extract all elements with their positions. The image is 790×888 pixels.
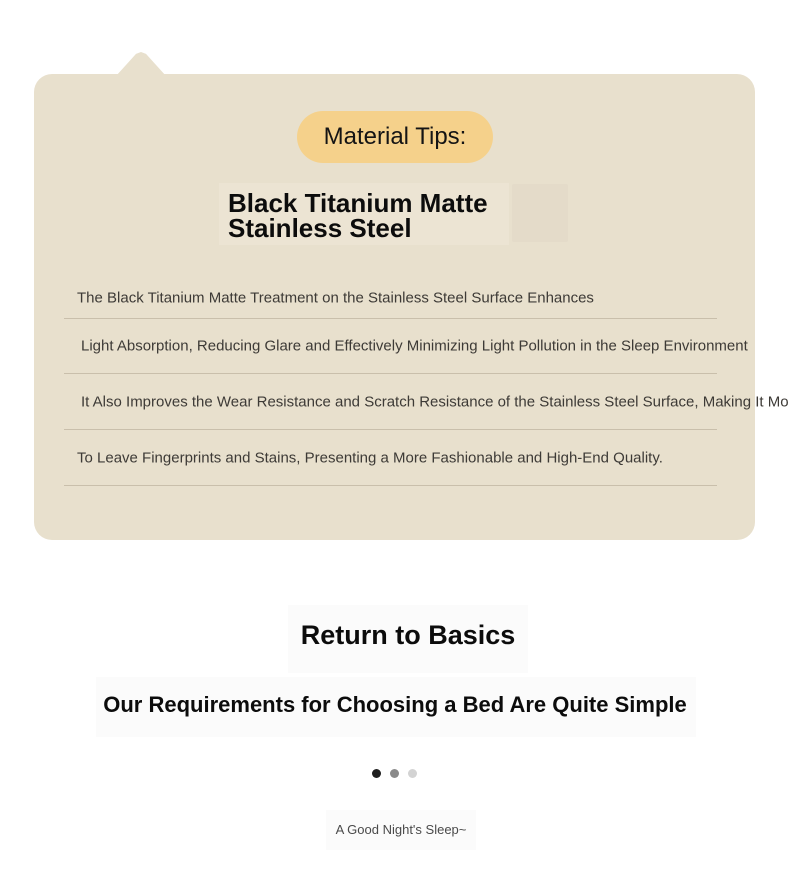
section-title: Return to Basics bbox=[300, 620, 516, 650]
card-pointer-notch bbox=[116, 52, 166, 76]
list-item-text: To Leave Fingerprints and Stains, Presenting a More Fashionable and High-End Quality. bbox=[77, 449, 663, 466]
list-item bbox=[64, 374, 789, 430]
list-item bbox=[64, 430, 717, 486]
material-title-line-2: Stainless Steel bbox=[228, 213, 412, 243]
list-item bbox=[64, 319, 748, 374]
tagline: A Good Night's Sleep~ bbox=[335, 822, 467, 837]
list-item-text: It Also Improves the Wear Resistance and Scratch Resistance of the Stainless Steel Surface, Making It Mo bbox=[81, 393, 789, 410]
carousel-dot-3[interactable] bbox=[408, 769, 417, 778]
material-tips-list bbox=[64, 278, 789, 486]
list-item-text: The Black Titanium Matte Treatment on the Stainless Steel Surface Enhances bbox=[77, 289, 594, 307]
list-item bbox=[64, 278, 717, 319]
carousel-dot-2[interactable] bbox=[390, 769, 399, 778]
carousel-pagination bbox=[368, 769, 428, 779]
list-item-text: Light Absorption, Reducing Glare and Effectively Minimizing Light Pollution in the Sleep Environment bbox=[81, 337, 748, 355]
carousel-dot-1[interactable] bbox=[372, 769, 381, 778]
material-tips-badge-label: Material Tips: bbox=[323, 123, 467, 150]
material-title-line-1: Black Titanium Matte bbox=[228, 188, 488, 218]
section-subtitle: Our Requirements for Choosing a Bed Are Quite Simple bbox=[103, 692, 687, 717]
material-title bbox=[228, 188, 528, 243]
material-tips-badge bbox=[297, 111, 493, 163]
